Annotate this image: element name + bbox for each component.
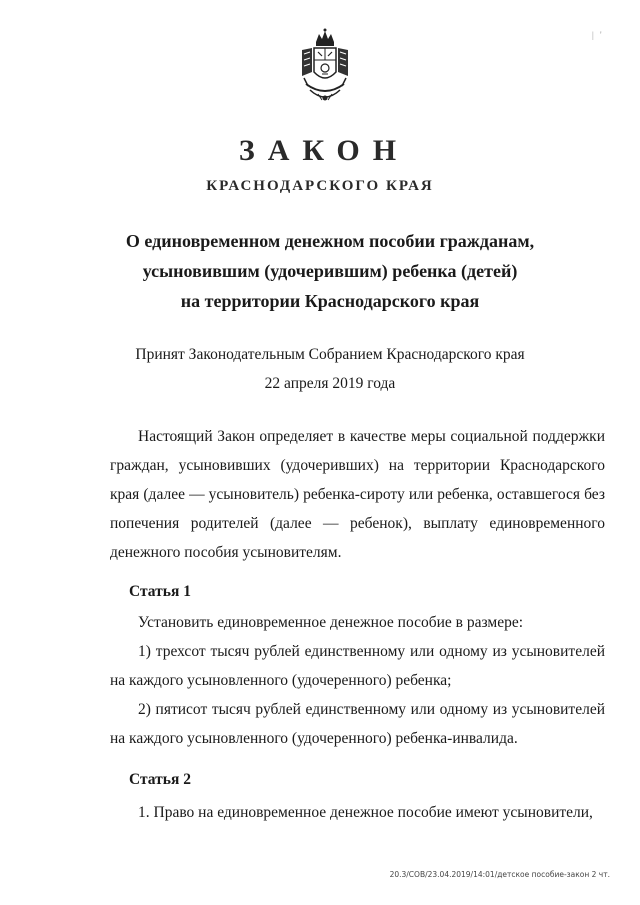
- document-heading: [80, 226, 580, 316]
- article-1-title: Статья 1: [129, 583, 191, 600]
- adoption-date: 22 апреля 2019 года: [264, 375, 396, 392]
- adoption-note: [120, 340, 540, 398]
- footer-reference: 20.3/СОВ/23.04.2019/14:01/детское пособие-закон 2 чт.: [389, 870, 610, 879]
- article-paragraph: 1) трехсот тысяч рублей единственному или одному из усыновителей на каждого усыновленного (удочеренного) ребенка;: [110, 643, 605, 689]
- heading-line: на территории Краснодарского края: [180, 291, 480, 311]
- article-paragraph: Установить единовременное денежное пособие в размере:: [138, 614, 524, 631]
- heading-line: усыновившим (удочерившим) ребенка (детей): [142, 261, 518, 281]
- region-name: КРАСНОДАРСКОГО КРАЯ: [206, 178, 434, 194]
- preamble-text: Настоящий Закон определяет в качестве меры социальной поддержки граждан, усыновивших (удочеривших) на территории Краснодарского края (далее — усыновитель) ребенка-сироту или ребенка, оставшегося без попечения родителей (далее — ребенок), выплату единовременного денежного пособия усыновителям.: [110, 428, 605, 561]
- corner-mark: | ': [592, 30, 604, 40]
- article-2-title: Статья 2: [129, 771, 191, 788]
- article-1-body: [110, 608, 605, 753]
- heading-line: О единовременном денежном пособии гражданам,: [125, 231, 535, 251]
- coat-of-arms-icon: [296, 28, 354, 108]
- article-2-body: [110, 798, 605, 827]
- adoption-body: Принят Законодательным Собранием Краснодарского края: [135, 346, 525, 363]
- law-title: ЗАКОН: [238, 134, 410, 167]
- preamble: [110, 422, 605, 567]
- article-paragraph: 1. Право на единовременное денежное пособие имеют усыновители,: [138, 804, 593, 821]
- article-paragraph: 2) пятисот тысяч рублей единственному или одному из усыновителей на каждого усыновленного (удочеренного) ребенка-инвалида.: [110, 701, 605, 747]
